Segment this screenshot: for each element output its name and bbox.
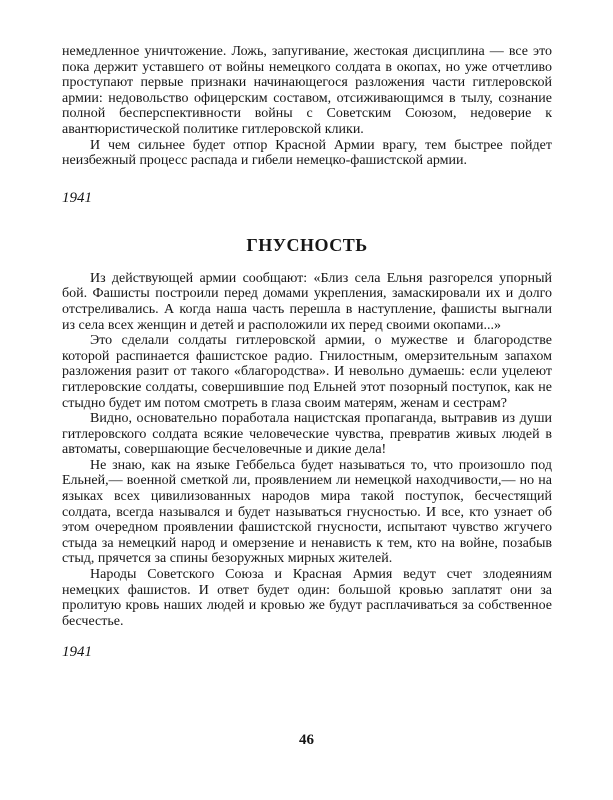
continued-paragraph: немедленное уничтожение. Ложь, запугивание, жестокая дисциплина — все это пока держит уставшего от войны немецкого солдата в окопах, но уже отчетливо проступают первые признаки начинающегося разложения части гитлеровской армии: недовольство офицерским составом, отсиживающимся в тылу, сознание полной бесперспективности войны с Советским Союзом, недоверие к авантюристической политике гитлеровской клики. bbox=[62, 44, 552, 137]
page-number: 46 bbox=[299, 732, 314, 748]
article-paragraph: Не знаю, как на языке Геббельса будет называться то, что произошло под Ельней,— военной сметкой ли, проявлением ли немецкой находчивости,— но на языках всех цивилизованных народов мира такой поступок, бесчестящий солдата, всегда назывался и будет называться гнусностью. И все, кто узнает об этом очередном проявлении фашистской гнусности, испытают чувство жгучего стыда за немецкий народ и омерзение и ненависть к тем, кто на войне, позабыв стыд, прячется за спины безоружных мирных жителей. bbox=[62, 457, 552, 567]
previous-article-year: 1941 bbox=[62, 189, 92, 206]
article-paragraph: Из действующей армии сообщают: «Близ села Ельня разгорелся упорный бой. Фашисты построили перед домами укрепления, замаскировали их и долго отстреливались. А когда наша часть перешла в наступление, фашисты выгнали из села всех женщин и детей и расположили их перед своими окопами...» bbox=[62, 270, 552, 333]
article-paragraph: Это сделали солдаты гитлеровской армии, о мужестве и благородстве которой распинается фашистское радио. Гнилостным, омерзительным запахом разложения разит от такого «благородства». И невольно думаешь: если уцелеют гитлеровские солдаты, совершившие под Ельней этот позорный поступок, как не стыдно будет им потом смотреть в глаза своим матерям, женам и сестрам? bbox=[62, 333, 552, 411]
article-paragraph: Народы Советского Союза и Красная Армия ведут счет злодеяниям немецких фашистов. И ответ будет один: большой кровью заплатят они за пролитую кровь наших людей и кровью же будут расплачиваться за собственное бесчестье. bbox=[62, 567, 552, 629]
article-paragraph: Видно, основательно поработала нацистская пропаганда, вытравив из души гитлеровского солдата всякие человеческие чувства, превратив живых людей в автоматы, совершающие бесчеловечные и дикие дела! bbox=[62, 411, 552, 458]
closing-paragraph: И чем сильнее будет отпор Красной Армии врагу, тем быстрее пойдет неизбежный процесс распада и гибели немецко-фашистской армии. bbox=[62, 137, 552, 169]
page-body bbox=[62, 40, 552, 661]
article-year: 1941 bbox=[62, 644, 92, 661]
article-title: ГНУСНОСТЬ bbox=[246, 234, 368, 255]
